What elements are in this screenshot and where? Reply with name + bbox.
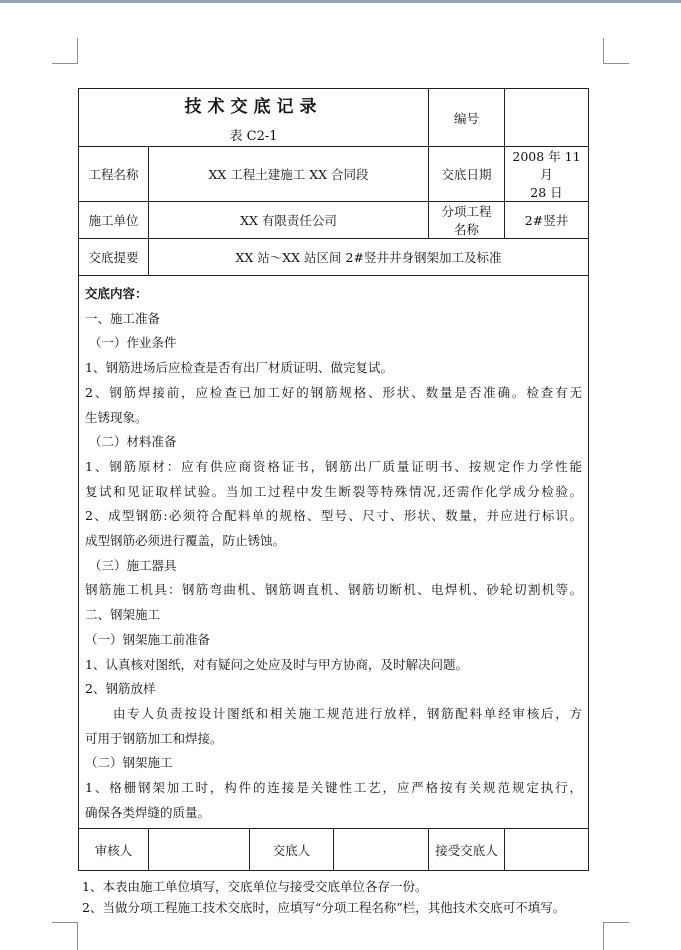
content-line: （三）施工器具 xyxy=(89,557,177,573)
crop-mark-bottom-right-h xyxy=(603,922,629,923)
date-line-2: 28 日 xyxy=(530,185,563,200)
content-line: 1、钢筋进场后应检查是否有出厂材质证明、做完复试。 xyxy=(85,360,393,376)
header-row xyxy=(79,89,589,147)
crop-mark-top-left-h xyxy=(52,63,78,64)
subproject-name-value[interactable]: 2#竖井 xyxy=(505,202,589,239)
project-name-value[interactable]: XX 工程土建施工 XX 合同段 xyxy=(149,147,429,202)
summary-value[interactable]: XX 站～XX 站区间 2#竖井井身钢架加工及标准 xyxy=(149,239,589,276)
form-number: 表 C2-1 xyxy=(229,128,278,144)
disclosure-date-label: 交底日期 xyxy=(429,147,505,202)
content-line: 钢筋施工机具：钢筋弯曲机、钢筋调直机、钢筋切断机、电焊机、砂轮切割机等。 xyxy=(85,582,582,598)
project-name-label: 工程名称 xyxy=(79,147,149,202)
crop-mark-bottom-left-v xyxy=(77,922,78,950)
summary-label: 交底提要 xyxy=(79,239,149,276)
content-line: 1、认真核对图纸，对有疑问之处应及时与甲方协商，及时解决问题。 xyxy=(85,656,468,672)
subproject-label-line-2: 名称 xyxy=(453,222,479,237)
reviewer-label: 审核人 xyxy=(79,829,149,871)
content-row xyxy=(79,276,589,829)
reviewer-value[interactable] xyxy=(149,829,250,871)
receiver-value[interactable] xyxy=(505,829,589,871)
content-line: （一）钢架施工前准备 xyxy=(85,631,211,647)
content-line: 复试和见证取样试验。当加工过程中发生断裂等特殊情况,还需作化学成分检验。 xyxy=(85,483,582,499)
content-line: 2、钢筋焊接前，应检查已加工好的钢筋规格、形状、数量是否准确。检查有无 xyxy=(85,384,582,400)
discloser-value[interactable] xyxy=(334,829,429,871)
crop-mark-bottom-right-v xyxy=(603,922,604,950)
content-line: 一、施工准备 xyxy=(85,310,161,326)
content-line: 1、钢筋原材：应有供应商资格证书，钢筋出厂质量证明书、按规定作力学性能 xyxy=(85,458,582,474)
construction-unit-label: 施工单位 xyxy=(79,202,149,239)
date-line-1: 2008 年 11 月 xyxy=(512,149,581,182)
document-sheet xyxy=(78,88,588,918)
disclosure-date-value[interactable] xyxy=(505,147,589,202)
document-title: 技术交底记录 xyxy=(184,96,323,117)
content-line: 1、格栅钢架加工时，构件的连接是关键性工艺，应严格按有关规范规定执行， xyxy=(85,780,582,796)
footnotes xyxy=(78,876,588,918)
content-line: （二）材料准备 xyxy=(89,434,177,450)
footnote: 1、本表由施工单位填写，交底单位与接受交底单位各存一份。 xyxy=(82,879,428,894)
content-line: 二、钢架施工 xyxy=(85,607,161,623)
crop-mark-top-left-v xyxy=(77,38,78,64)
footnote: 2、当做分项工程施工技术交底时，应填写“分项工程名称”栏，其他技术交底可不填写。 xyxy=(82,900,566,915)
content-line: 2、钢筋放样 xyxy=(85,681,156,697)
content-line: 可用于钢筋加工和焊接。 xyxy=(85,730,223,746)
content-line: 成型钢筋必须进行覆盖，防止锈蚀。 xyxy=(85,533,286,549)
content-line: （二）钢架施工 xyxy=(85,755,173,771)
subproject-label-line-1: 分项工程 xyxy=(441,204,492,219)
content-line: （一）作业条件 xyxy=(89,335,177,351)
receiver-label: 接受交底人 xyxy=(429,829,505,871)
crop-mark-bottom-left-h xyxy=(52,922,78,923)
unit-row xyxy=(79,202,589,239)
subproject-name-label xyxy=(429,202,505,239)
title-cell xyxy=(79,89,429,147)
content-line: 生锈现象。 xyxy=(85,409,148,425)
top-edge-bar xyxy=(0,0,681,3)
content-cell[interactable] xyxy=(79,276,589,829)
number-label: 编号 xyxy=(429,89,505,147)
crop-mark-top-right-v xyxy=(603,38,604,64)
content-heading: 交底内容： xyxy=(85,286,148,301)
discloser-label: 交底人 xyxy=(250,829,334,871)
crop-mark-top-right-h xyxy=(603,63,629,64)
number-value[interactable] xyxy=(505,89,589,147)
project-row xyxy=(79,147,589,202)
disclosure-form-table xyxy=(78,88,589,871)
content-line: 由专人负责按设计图纸和相关施工规范进行放样，钢筋配料单经审核后，方 xyxy=(113,705,582,721)
summary-row xyxy=(79,239,589,276)
content-line: 2、成型钢筋:必须符合配料单的规格、型号、尺寸、形状、数量，并应进行标识。 xyxy=(85,508,582,524)
signature-row xyxy=(79,829,589,871)
construction-unit-value[interactable]: XX 有限责任公司 xyxy=(149,202,429,239)
content-line: 确保各类焊缝的质量。 xyxy=(85,804,211,820)
